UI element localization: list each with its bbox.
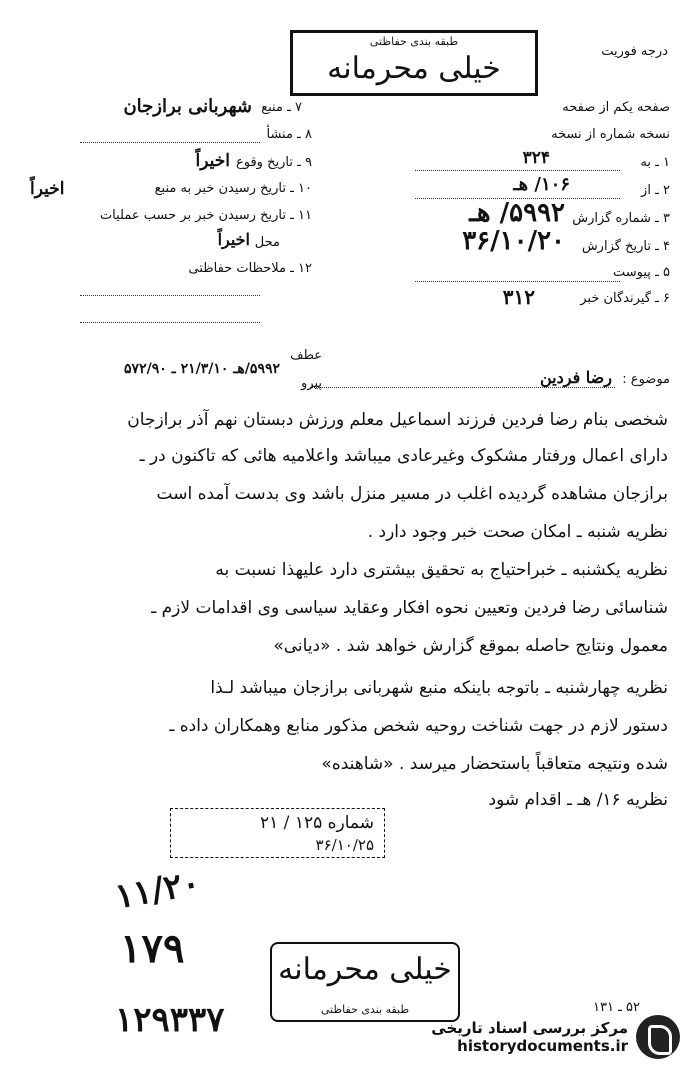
page-of: صفحه یکم از صفحه bbox=[562, 100, 670, 115]
field-to-value: ۳۲۴ bbox=[522, 148, 550, 168]
body-line: معمول ونتایج حاصله بموقع گزارش خواهد شد . «دیانی» bbox=[273, 636, 668, 656]
field-report-number-value: ۵۹۹۲/ هـ bbox=[469, 198, 565, 228]
dotted-line bbox=[80, 295, 260, 296]
field-source-value: شهربانی برازجان bbox=[123, 96, 252, 117]
field-security-notes-label: ۱۲ ـ ملاحظات حفاظتی bbox=[188, 261, 312, 276]
field-event-date-label: ۹ ـ تاریخ وقوع bbox=[235, 155, 312, 170]
subject-label: موضوع : bbox=[622, 372, 670, 387]
field-receipt-date-value: اخیراً bbox=[30, 179, 65, 199]
handwritten-number: ۱۲۹۳۳۷ bbox=[115, 1000, 225, 1040]
field-from-label: ۲ ـ از bbox=[641, 183, 670, 198]
body-line: شخصی بنام رضا فردین فرزند اسماعیل معلم ورزش دبستان نهم آذر برازجان bbox=[127, 410, 668, 430]
urgency-label: درجه فوریت bbox=[601, 44, 668, 59]
stamp-bottom-text: خیلی محرمانه bbox=[278, 952, 452, 987]
classification-stamp bbox=[290, 30, 538, 96]
copy-of: نسخه شماره از نسخه bbox=[551, 127, 670, 142]
field-receipt-date-label: ۱۰ ـ تاریخ رسیدن خبر به منبع bbox=[154, 181, 312, 196]
ref-label-top: عطف bbox=[290, 348, 322, 363]
handwritten-initials: ۱۱/۲۰ bbox=[112, 862, 204, 918]
stamp-text: خیلی محرمانه bbox=[327, 51, 501, 86]
watermark-line2: historydocuments.ir bbox=[457, 1037, 628, 1055]
form-code: ۵۲ ـ ۱۳۱ bbox=[593, 1000, 640, 1015]
body-line: شده ونتیجه متعاقباً باستحضار میرسد . «شاهنده» bbox=[321, 754, 668, 774]
dotted-line bbox=[310, 387, 615, 388]
dotted-line bbox=[415, 170, 620, 171]
watermark-line1: مرکز بررسی اسناد تاریخی bbox=[431, 1019, 628, 1037]
field-recipients-value: ۳۱۲ bbox=[502, 285, 535, 309]
field-recipients-label: ۶ ـ گیرندگان خبر bbox=[580, 291, 670, 306]
stamp-caption: طبقه بندی حفاظتی bbox=[369, 35, 459, 48]
classification-stamp-bottom bbox=[270, 942, 460, 1022]
body-line: نظریه یکشنبه ـ خبراحتیاج به تحقیق بیشتری دارد علیهذا نسبت به bbox=[215, 560, 668, 580]
dotted-line bbox=[415, 281, 620, 282]
body-line: دستور لازم در جهت شناخت روحیه شخص مذکور منابع وهمکاران داده ـ bbox=[169, 716, 668, 736]
archive-logo-icon bbox=[636, 1015, 680, 1059]
field-report-date-value: ۳۶/۱۰/۲۰ bbox=[462, 226, 565, 256]
ref-value: ۵۹۹۲/هـ ۲۱/۳/۱۰ ـ ۵۷۲/۹۰ bbox=[124, 361, 280, 377]
field-attachment-label: ۵ ـ پیوست bbox=[613, 265, 670, 280]
field-source-label: ۷ ـ منبع bbox=[261, 100, 302, 115]
handwritten-small-num: ۱۷۹ bbox=[120, 925, 185, 972]
field-place-value: اخیراً bbox=[217, 230, 250, 249]
body-line: نظریه ۱۶/ هـ ـ اقدام شود bbox=[488, 790, 668, 810]
dotted-line bbox=[80, 322, 260, 323]
field-ops-receipt-date-label: ۱۱ ـ تاریخ رسیدن خبر بر حسب عملیات bbox=[99, 208, 312, 223]
body-line: نظریه شنبه ـ امکان صحت خبر وجود دارد . bbox=[367, 522, 668, 542]
field-from-value: ۱۰۶/ هـ bbox=[513, 174, 570, 195]
ref-label-bottom: پیرو bbox=[301, 376, 322, 391]
body-line: شناسائی رضا فردین وتعیین نحوه افکار وعقاید سیاسی وی اقدامات لازم ـ bbox=[151, 598, 668, 618]
field-event-date-value: اخیراً bbox=[195, 151, 230, 171]
field-report-number-label: ۳ ـ شماره گزارش bbox=[572, 211, 670, 226]
date-stamp-line2: ۳۶/۱۰/۲۵ bbox=[315, 836, 374, 854]
date-stamp-line1: شماره ۱۲۵ / ۲۱ bbox=[260, 813, 374, 833]
watermark bbox=[431, 1015, 680, 1059]
field-to-label: ۱ ـ به bbox=[640, 155, 670, 170]
body-line: دارای اعمال ورفتار مشکوک وغیرعادی میباشد واعلامیه هائی که تاکنون در ـ bbox=[139, 446, 668, 466]
subject-value: رضا فردین bbox=[540, 368, 612, 387]
date-stamp bbox=[170, 808, 385, 858]
field-place-label: محل bbox=[254, 235, 280, 250]
field-origin-label: ۸ ـ منشأ bbox=[266, 127, 312, 142]
stamp-bottom-caption: طبقه بندی حفاظتی bbox=[320, 1003, 410, 1016]
body-line: نظریه چهارشنبه ـ باتوجه باینکه منبع شهربانی برازجان میباشد لـذا bbox=[210, 678, 668, 698]
field-report-date-label: ۴ ـ تاریخ گزارش bbox=[581, 239, 670, 254]
body-line: برازجان مشاهده گردیده اغلب در مسیر منزل باشد وی بدست آمده است bbox=[156, 484, 668, 504]
dotted-line bbox=[80, 142, 260, 143]
